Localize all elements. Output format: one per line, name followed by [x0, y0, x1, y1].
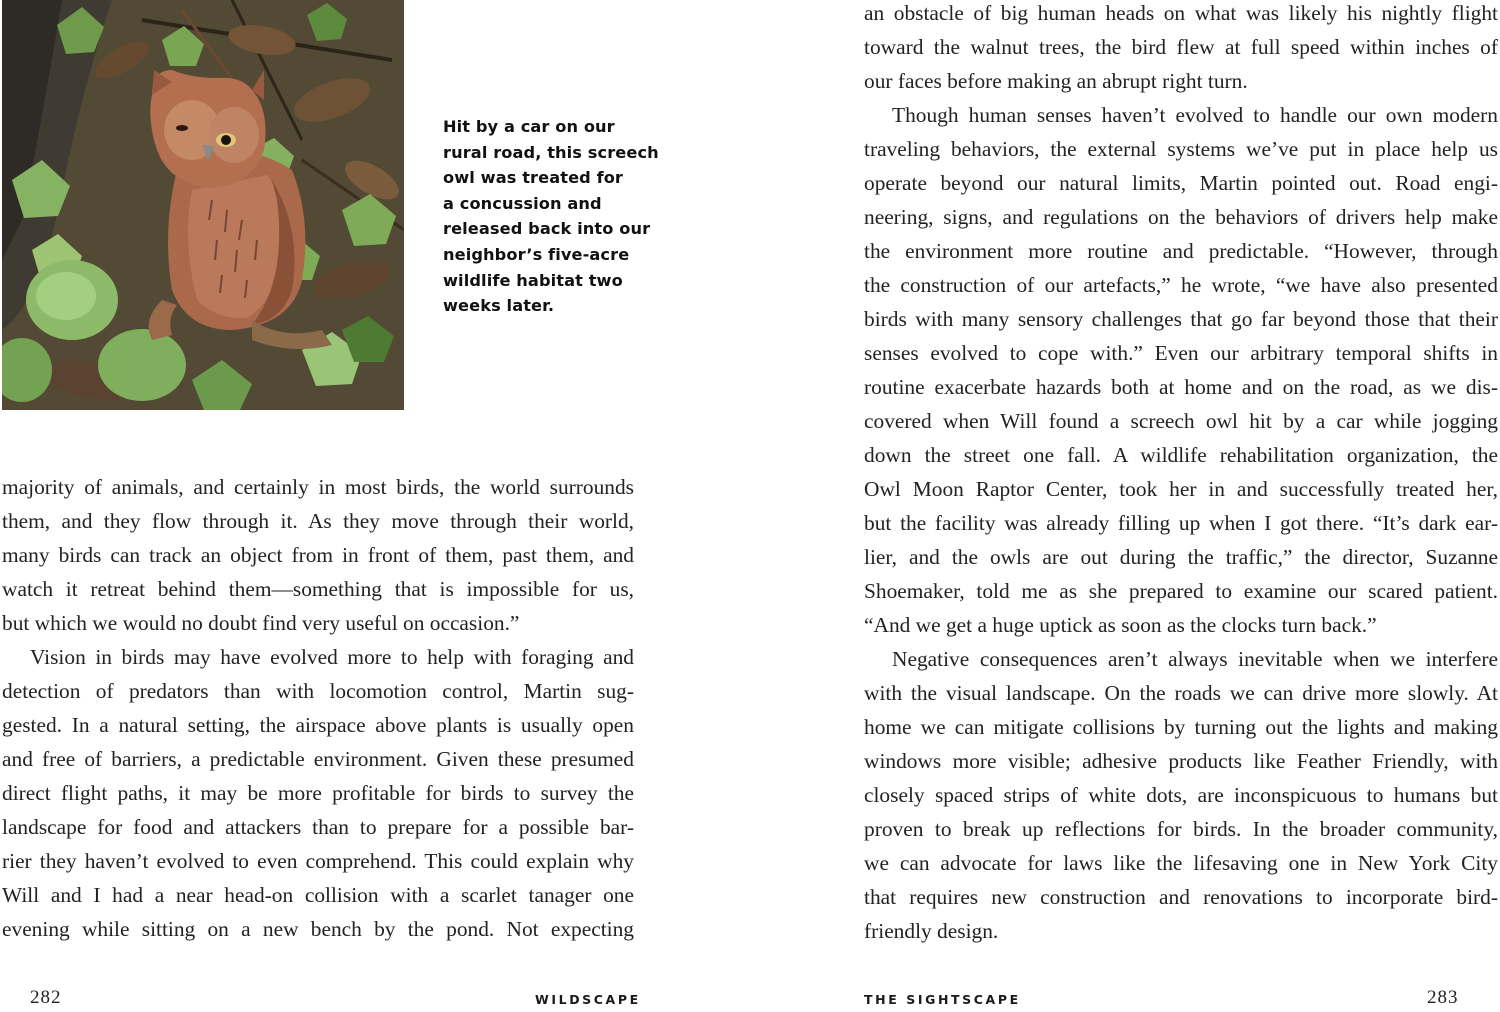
caption-line: Hit by a car on our: [443, 117, 615, 136]
text-line: birds with many sensory challenges that go far beyond those that their: [864, 307, 1498, 331]
text-line: an obstacle of big human heads on what was likely his nightly flight: [864, 1, 1498, 25]
text-line: Will and I had a near head-on collision with a scarlet tanager one: [2, 883, 634, 907]
text-line: windows more visible; adhesive products like Feather Friendly, with: [864, 749, 1498, 773]
text-line: neering, signs, and regulations on the behaviors of drivers help make: [864, 205, 1498, 229]
right-body-text: [864, 0, 1498, 948]
text-line: traveling behaviors, the external systems we’ve put in place help us: [864, 137, 1498, 161]
photo-caption: [443, 114, 659, 319]
text-line: majority of animals, and certainly in most birds, the world surrounds: [2, 475, 634, 499]
text-line: that requires new construction and renovations to incorporate bird-: [864, 885, 1498, 909]
screech-owl-photo: [2, 0, 404, 410]
text-line: Owl Moon Raptor Center, took her in and successfully treated her,: [864, 477, 1498, 501]
text-line: the environment more routine and predictable. “However, through: [864, 239, 1498, 263]
text-line: but the facility was already filling up when I got there. “It’s dark ear-: [864, 511, 1498, 535]
text-line: rier they haven’t evolved to even comprehend. This could explain why: [2, 849, 634, 873]
text-line: our faces before making an abrupt right turn.: [864, 69, 1248, 93]
right-page: [860, 0, 1500, 1012]
caption-line: a concussion and: [443, 193, 602, 213]
text-line: gested. In a natural setting, the airspace above plants is usually open: [2, 713, 634, 737]
text-line: but which we would no doubt find very useful on occasion.”: [2, 611, 520, 635]
text-line: home we can mitigate collisions by turning out the lights and making: [864, 715, 1498, 739]
text-line: them, and they flow through it. As they move through their world,: [2, 509, 634, 533]
text-line: friendly design.: [864, 919, 999, 943]
text-line: watch it retreat behind them—something that is impossible for us,: [2, 577, 634, 601]
text-line: Though human senses haven’t evolved to handle our own modern: [892, 103, 1498, 127]
text-line: Negative consequences aren’t always inevitable when we interfere: [892, 647, 1498, 671]
text-line: lier, and the owls are out during the traffic,” the director, Suzanne: [864, 545, 1498, 569]
left-body-text: [2, 470, 634, 946]
text-line: the construction of our artefacts,” he wrote, “we have also presented: [864, 273, 1498, 297]
caption-line: owl was treated for: [443, 168, 624, 188]
running-head: THE SIGHTSCAPE: [864, 992, 1021, 1007]
text-line: evening while sitting on a new bench by the pond. Not expecting: [2, 917, 634, 941]
text-line: closely spaced strips of white dots, are inconspicuous to humans but: [864, 783, 1498, 807]
text-line: many birds can track an object from in front of them, past them, and: [2, 543, 634, 567]
text-line: and free of barriers, a predictable environment. Given these presumed: [2, 747, 634, 771]
text-line: routine exacerbate hazards both at home and on the road, as we dis-: [864, 375, 1498, 399]
text-line: down the street one fall. A wildlife rehabilitation organization, the: [864, 443, 1498, 467]
text-line: landscape for food and attackers than to prepare for a possible bar-: [2, 815, 634, 839]
caption-line: weeks later.: [443, 296, 555, 316]
caption-line: released back into our: [443, 219, 651, 239]
text-line: covered when Will found a screech owl hit by a car while jogging: [864, 409, 1498, 433]
page-number: 283: [1427, 987, 1459, 1008]
text-line: Vision in birds may have evolved more to help with foraging and: [30, 645, 634, 669]
text-line: detection of predators than with locomotion control, Martin sug-: [2, 679, 634, 703]
text-line: we can advocate for laws like the lifesaving one in New York City: [864, 851, 1498, 875]
caption-line: neighbor’s five-acre: [443, 244, 630, 264]
caption-line: rural road, this screech: [443, 142, 659, 162]
text-line: Shoemaker, told me as she prepared to examine our scared patient.: [864, 579, 1498, 603]
text-line: direct flight paths, it may be more profitable for birds to survey the: [2, 781, 634, 805]
text-line: with the visual landscape. On the roads we can drive more slowly. At: [864, 681, 1498, 705]
left-page: [0, 0, 659, 1012]
running-head: WILDSCAPE: [535, 992, 641, 1007]
text-line: toward the walnut trees, the bird flew at full speed within inches of: [864, 35, 1498, 59]
text-line: “And we get a huge uptick as soon as the clocks turn back.”: [864, 613, 1377, 637]
page-number: 282: [30, 987, 62, 1008]
text-line: operate beyond our natural limits, Martin pointed out. Road engi-: [864, 171, 1498, 195]
text-line: senses evolved to cope with.” Even our arbitrary temporal shifts in: [864, 341, 1498, 365]
text-line: proven to break up reflections for birds. In the broader community,: [864, 817, 1498, 841]
caption-line: wildlife habitat two: [443, 270, 623, 290]
